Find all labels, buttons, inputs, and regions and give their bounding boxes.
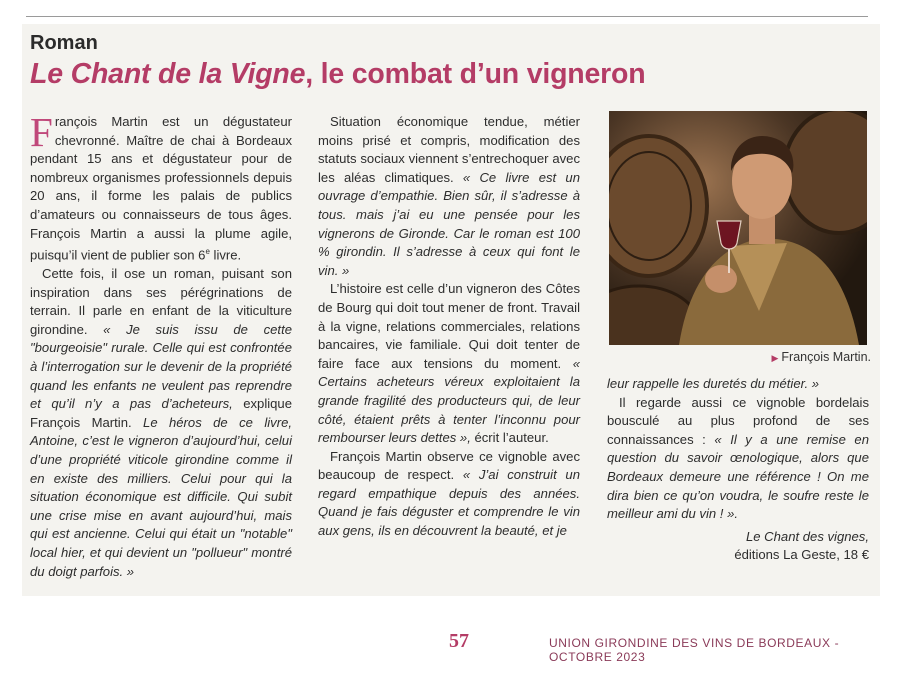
photo-caption (764, 350, 871, 364)
histoire-text: L’histoire est celle d’un vigneron des Côtes de Bourg qui doit tout mener de front. Travail à la vigne, relations commerciales, relations bancaires, vie familiale. Qui doit tenter de faire face aux tensions du moment. (318, 281, 580, 371)
roman-text: Cette fois, il ose un roman, puisant son inspiration dans ses pérégrinations de terrain. Il parle en enfant de la viticulture girondine. (30, 266, 292, 337)
quote-soufre: « Il y a une remise en question du savoir œnologique, alors que Bordeaux demeure une référence ! On me dira bien ce qu’on voudra, le soufre reste le meilleur ami du vin ! ». (607, 431, 869, 522)
page-number: 57 (449, 630, 469, 652)
paragraph-intro (30, 109, 292, 265)
respect-text: François Martin observe ce vignoble avec beaucoup de respect. (318, 448, 580, 483)
credit-title: Le Chant des vignes, (745, 528, 869, 544)
author-photo-illustration (609, 111, 867, 345)
paragraph-roman (30, 265, 292, 581)
attribution: explique François Martin. (30, 396, 292, 430)
caption-arrow-icon: ▶ (771, 353, 779, 363)
intro-end: livre. (209, 247, 242, 263)
regarde-text: Il regarde aussi ce vignoble bordelais bousculé au plus profond de ses connaissances : (607, 394, 869, 447)
publication-footer: UNION GIRONDINE DES VINS DE BORDEAUX - OCTOBRE 2023 (549, 636, 840, 664)
quote-empathie: « Ce livre est un ouvrage d’empathie. Bien sûr, il s’adresse à tous. mais j’ai eu une pensée pour les vignerons de Gironde. Car le roman est 100 % girondin. Il s’adresse à ceux qui font le vin. » (318, 169, 580, 278)
paragraph-regarde (607, 394, 869, 524)
histoire-attribution: écrit l’auteur. (470, 430, 549, 446)
paragraph-respect (318, 448, 580, 541)
quote-durete: leur rappelle les duretés du métier. » (607, 376, 820, 391)
paragraph-histoire (318, 280, 580, 447)
quote-bourgeoisie: « Je suis issu de cette "bourgeoisie" rurale. Celle qui est confrontée à l’interrogation sur le devenir de la propriété quand les enfants ne veulent pas reprendre et qu’il n’y a pas d’acheteurs, (30, 321, 292, 412)
title-subtitle: , le combat d’un vigneron (305, 58, 646, 90)
credit-publisher: éditions La Geste, 18 € (734, 547, 869, 563)
quote-regard: « J’ai construit un regard empathique depuis des années. Quand je fais déguster et comprendre le vin aux gens, ils en découvrent la beauté, et je (318, 467, 580, 539)
book-title: Le Chant de la Vigne (30, 58, 306, 90)
top-rule (26, 16, 868, 17)
quote-acheteurs: « Certains acheteurs véreux exploitaient la grande fragilité des producteurs qui, de leur côté, étaient prêts à tenter l’inconnu pour rembourser leurs dettes », (318, 355, 580, 446)
drop-cap: F (30, 109, 53, 155)
book-credit (607, 528, 869, 565)
situation-text: Situation économique tendue, métier moins prisé et compris, modification des statuts sociaux viennent s’entrechoquer avec les aléas climatiques. (318, 114, 580, 185)
intro-text: rançois Martin est un dégustateur chevronné. Maître de chai à Bordeaux pendant 15 ans et dégustateur pour de nombreux organismes professionnels depuis 20 ans, il forme les palais de publics d’amateurs ou connaisseurs de tous âges. François Martin a aussi la plume agile, puisqu’il vient de publier son 6 (30, 114, 292, 263)
column-2 (318, 113, 580, 541)
quote-heros: Le héros de ce livre, Antoine, c’est le vigneron d’aujourd’hui, celui d’une propriété viticole girondine comme il en existe des milliers. Celui pour qui la situation économique est difficile. Qui subit une crise mise en avant aujourd’hui, mais qui est ancienne. Celui qui était un "notable" local hier, et qui devient un "pollueur" montré du doigt parfois. » (30, 414, 292, 579)
column-3 (607, 375, 869, 565)
ordinal-suffix: e (205, 247, 210, 257)
section-label: Roman (30, 32, 98, 54)
column-1 (30, 109, 292, 581)
article-title (30, 58, 870, 91)
caption-text: François Martin. (781, 350, 871, 364)
author-photo (609, 111, 867, 345)
paragraph-situation (318, 113, 580, 280)
